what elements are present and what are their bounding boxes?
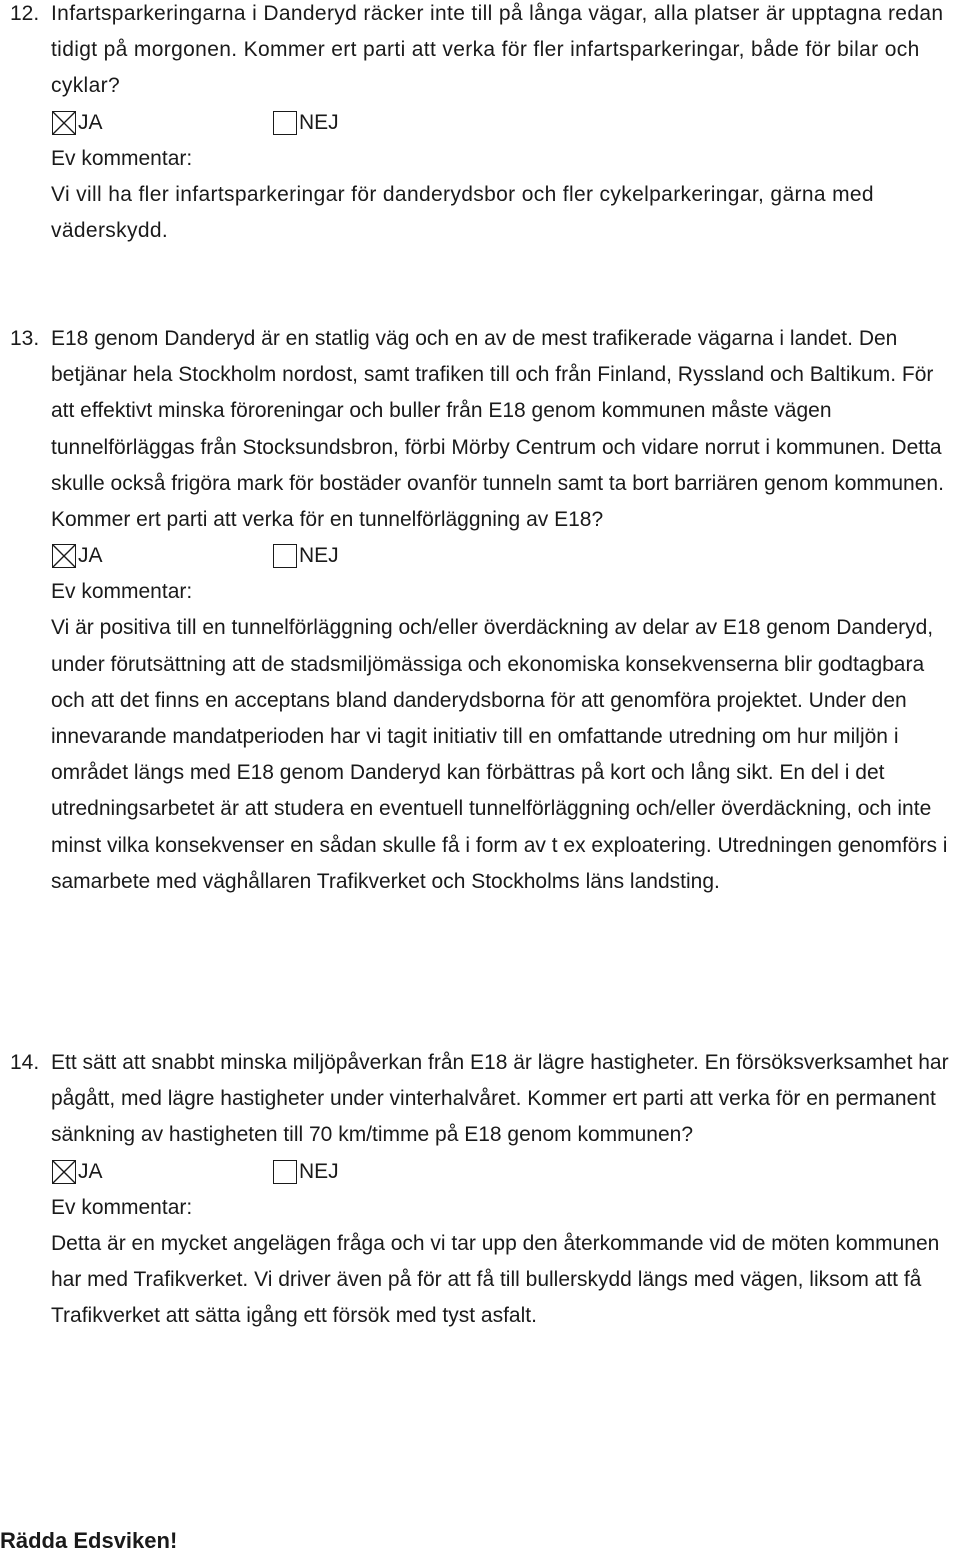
comment-text: Detta är en mycket angelägen fråga och vi tar upp den återkommande vid de möten kommunen har med Trafikverket. Vi driver även på för att få till bullerskydd längs med vägen, liksom att få Trafikverket att sätta igång ett försök med tyst asfalt. xyxy=(51,1231,940,1328)
no-option[interactable] xyxy=(273,538,339,574)
no-option[interactable] xyxy=(273,105,339,141)
comment-text: Vi vill ha fler infartsparkeringar för danderydsbor och fler cykelparkeringar, gärna med väderskydd. xyxy=(51,182,874,243)
no-option[interactable] xyxy=(273,1154,339,1190)
comment-label: Ev kommentar: xyxy=(51,580,193,604)
footer-title: Rädda Edsviken! xyxy=(0,1528,178,1553)
yes-option[interactable] xyxy=(52,1154,103,1190)
checkbox-empty-icon[interactable] xyxy=(273,1160,297,1184)
no-label: NEJ xyxy=(299,1159,339,1183)
question-text: Infartsparkeringarna i Danderyd räcker inte till på långa vägar, alla platser är upptagna redan tidigt på morgonen. Kommer ert parti att verka för fler infartsparkeringar, både för bilar och cyklar? xyxy=(51,2,944,98)
question-number: 12. xyxy=(10,2,40,25)
answer-options xyxy=(51,1154,960,1190)
checkbox-empty-icon[interactable] xyxy=(273,544,297,568)
comment-label: Ev kommentar: xyxy=(51,1195,193,1219)
checkbox-checked-icon[interactable] xyxy=(52,111,76,135)
question-text: Ett sätt att snabbt minska miljöpåverkan från E18 är lägre hastigheter. En försöksverksamhet har pågått, med lägre hastigheter under vinterhalvåret. Kommer ert parti att verka för en permanent sänkning av hastigheten till 70 km/timme på E18 genom kommunen? xyxy=(51,1051,949,1147)
checkbox-empty-icon[interactable] xyxy=(273,111,297,135)
yes-option[interactable] xyxy=(52,105,103,141)
answer-options xyxy=(51,538,960,574)
comment-label: Ev kommentar: xyxy=(51,146,193,170)
question-body xyxy=(51,321,960,900)
no-label: NEJ xyxy=(299,110,339,134)
yes-label: JA xyxy=(78,544,103,568)
question-number: 14. xyxy=(10,1051,40,1074)
question-text: E18 genom Danderyd är en statlig väg och en av de mest trafikerade vägarna i landet. Den betjänar hela Stockholm nordost, samt trafiken till och från Finland, Ryssland och Baltikum. För att effektivt minska föroreningar och buller från E18 genom kommunen måste vägen tunnelförläggas från Stocksundsbron, förbi Mörby Centrum och vidare norrut i kommunen. Detta skulle också frigöra mark för bostäder ovanför tunneln samt ta bort barriären genom kommunen. Kommer ert parti att verka för en tunnelförläggning av E18? xyxy=(51,327,944,532)
yes-label: JA xyxy=(78,110,103,134)
question-number: 13. xyxy=(10,327,40,350)
checkbox-checked-icon[interactable] xyxy=(52,1160,76,1184)
comment-text: Vi är positiva till en tunnelförläggning och/eller överdäckning av delar av E18 genom Danderyd, under förutsättning att de stadsmiljömässiga och ekonomiska konsekvenserna blir godtagbara och att det finns en acceptans bland danderydsborna för att genomföra projektet. Under den innevarande mandatperioden har vi tagit initiativ till en omfattande utredning om hur miljön i området längs med E18 genom Danderyd kan förbättras på kort och lång sikt. En del i det utredningsarbetet är att studera en eventuell tunnelförläggning och/eller överdäckning, och inte minst vilka konsekvenser en sådan skulle få i form av t ex exploatering. Utredningen genomförs i samarbete med väghållaren Trafikverket och Stockholms läns landsting. xyxy=(51,616,948,893)
question-body xyxy=(51,1045,960,1334)
checkbox-checked-icon[interactable] xyxy=(52,544,76,568)
answer-options xyxy=(51,105,960,141)
yes-option[interactable] xyxy=(52,538,103,574)
question-body xyxy=(51,0,960,249)
yes-label: JA xyxy=(78,1159,103,1183)
no-label: NEJ xyxy=(299,544,339,568)
